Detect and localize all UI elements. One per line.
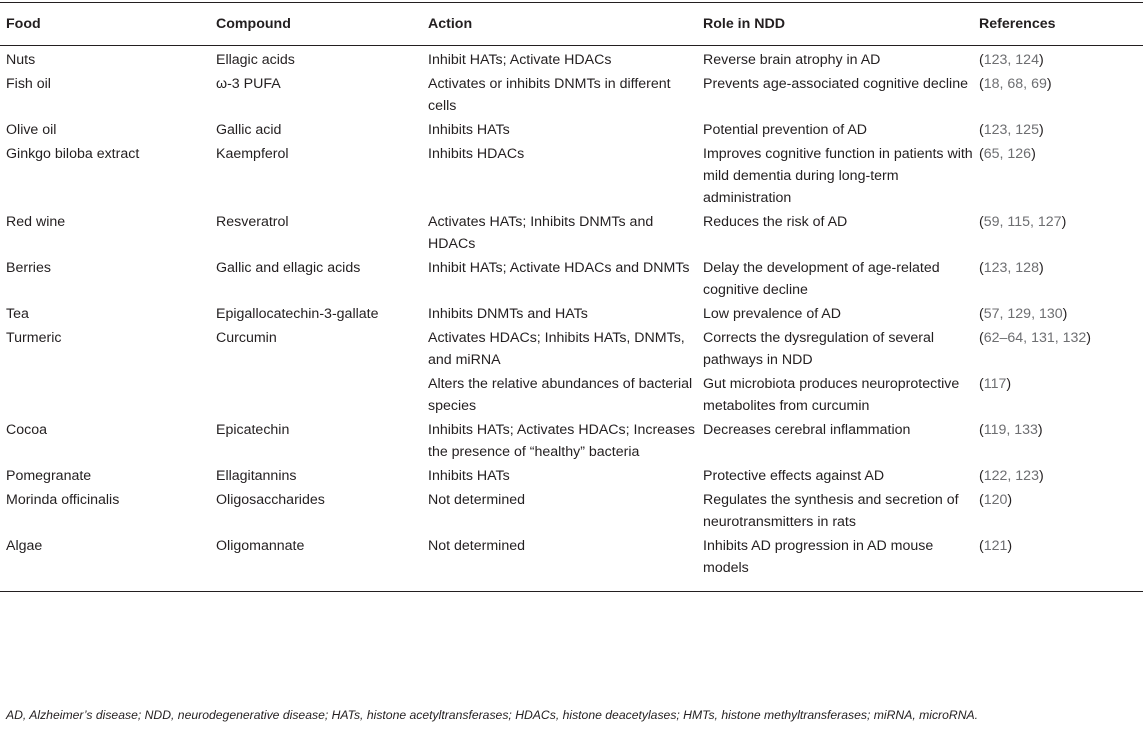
table-row: [0, 325, 1143, 371]
cell-role: Improves cognitive function in patients with mild dementia during long-term administration: [703, 146, 973, 206]
ref-close-paren: ): [1006, 376, 1012, 392]
cell-action: Inhibits DNMTs and HATs: [428, 306, 588, 322]
reference-numbers[interactable]: 65, 126: [983, 146, 1032, 162]
cell-compound: Epigallocatechin-3-gallate: [216, 306, 379, 322]
cell-food: Cocoa: [6, 422, 48, 438]
cell-references: [973, 371, 1143, 417]
cell-compound: Kaempferol: [216, 146, 289, 162]
cell-role: Reduces the risk of AD: [703, 214, 848, 230]
cell-compound: Gallic acid: [216, 122, 282, 138]
table-row: [0, 141, 1143, 209]
header-compound: Compound: [216, 16, 291, 32]
reference-numbers[interactable]: 57, 129, 130: [983, 306, 1063, 322]
table-row: [0, 417, 1143, 463]
ref-close-paren: ): [1038, 468, 1044, 484]
cell-compound: ω-3 PUFA: [216, 76, 281, 92]
cell-food: Fish oil: [6, 76, 51, 92]
cell-role: Low prevalence of AD: [703, 306, 842, 322]
cell-role: Corrects the dysregulation of several pathways in NDD: [703, 330, 935, 368]
ref-close-paren: ): [1037, 422, 1043, 438]
cell-compound: Epicatechin: [216, 422, 290, 438]
cell-food: Ginkgo biloba extract: [6, 146, 140, 162]
cell-role: Protective effects against AD: [703, 468, 885, 484]
table-header: [0, 3, 1143, 46]
cell-action: Activates HATs; Inhibits DNMTs and HDACs: [428, 214, 654, 252]
table-row: [0, 371, 1143, 417]
cell-references: [973, 463, 1143, 487]
ref-close-paren: ): [1046, 76, 1052, 92]
ref-close-paren: ): [1031, 146, 1036, 162]
ref-close-paren: ): [1038, 122, 1044, 138]
cell-action: Activates or inhibits DNMTs in different cells: [428, 76, 671, 114]
ref-close-paren: ): [1062, 306, 1068, 322]
cell-compound: Gallic and ellagic acids: [216, 260, 361, 276]
cell-role: Decreases cerebral inflammation: [703, 422, 911, 438]
cell-action: Inhibit HATs; Activate HDACs: [428, 52, 612, 68]
cell-compound: Ellagitannins: [216, 468, 297, 484]
ref-open-paren: (: [979, 146, 984, 162]
cell-role: Regulates the synthesis and secretion of neurotransmitters in rats: [703, 492, 959, 530]
reference-numbers[interactable]: 123, 128: [983, 260, 1039, 276]
cell-references: [973, 487, 1143, 533]
data-table: [0, 2, 1143, 592]
reference-numbers[interactable]: 62–64, 131, 132: [983, 330, 1087, 346]
cell-references: [973, 301, 1143, 325]
ref-open-paren: (: [979, 492, 984, 508]
cell-action: Inhibits HATs: [428, 122, 510, 138]
table-row: [0, 463, 1143, 487]
ref-close-paren: ): [1007, 538, 1013, 554]
header-role: Role in NDD: [703, 16, 785, 32]
cell-references: [973, 117, 1143, 141]
cell-compound: Resveratrol: [216, 214, 289, 230]
cell-role: Delay the development of age-related cognitive decline: [703, 260, 940, 298]
ref-open-paren: (: [979, 376, 984, 392]
ref-open-paren: (: [979, 330, 984, 346]
ref-open-paren: (: [979, 538, 984, 554]
cell-references: [973, 255, 1143, 301]
cell-role: Prevents age-associated cognitive decline: [703, 76, 968, 92]
reference-numbers[interactable]: 59, 115, 127: [983, 214, 1062, 230]
table-row: [0, 487, 1143, 533]
ref-open-paren: (: [979, 52, 984, 68]
cell-role: Reverse brain atrophy in AD: [703, 52, 881, 68]
table-row: [0, 117, 1143, 141]
reference-numbers[interactable]: 120: [983, 492, 1008, 508]
cell-action: Not determined: [428, 538, 525, 554]
cell-food: Nuts: [6, 52, 36, 68]
ref-open-paren: (: [979, 468, 984, 484]
reference-numbers[interactable]: 119, 133: [983, 422, 1038, 438]
cell-action: Inhibits HDACs: [428, 146, 525, 162]
cell-role: Potential prevention of AD: [703, 122, 868, 138]
cell-role: Gut microbiota produces neuroprotective metabolites from curcumin: [703, 376, 960, 414]
ref-open-paren: (: [979, 306, 984, 322]
ref-open-paren: (: [979, 214, 984, 230]
table-body: [0, 46, 1143, 592]
table-row: [0, 46, 1143, 72]
cell-food: [0, 371, 210, 417]
cell-food: Turmeric: [6, 330, 62, 346]
header-action: Action: [428, 16, 473, 32]
cell-role: Inhibits AD progression in AD mouse models: [703, 538, 934, 576]
cell-references: [973, 46, 1143, 72]
cell-action: Inhibits HATs: [428, 468, 510, 484]
cell-food: Berries: [6, 260, 51, 276]
cell-compound: Oligosaccharides: [216, 492, 325, 508]
ref-open-paren: (: [979, 122, 984, 138]
reference-numbers[interactable]: 123, 125: [983, 122, 1039, 138]
cell-food: Tea: [6, 306, 29, 322]
header-food: Food: [6, 16, 41, 32]
ref-close-paren: ): [1086, 330, 1092, 346]
cell-food: Morinda officinalis: [6, 492, 120, 508]
table-row: [0, 533, 1143, 592]
cell-references: [973, 209, 1143, 255]
table-row: [0, 301, 1143, 325]
ref-open-paren: (: [979, 422, 984, 438]
cell-action: Not determined: [428, 492, 525, 508]
table-row: [0, 255, 1143, 301]
cell-action: Inhibit HATs; Activate HDACs and DNMTs: [428, 260, 690, 276]
table-footnote: AD, Alzheimer’s disease; NDD, neurodegenerative disease; HATs, histone acetyltransferases; HDACs, histone deacetylases; HMTs, histone methyltransferases; miRNA, microRNA.: [6, 708, 979, 722]
ref-close-paren: ): [1007, 492, 1013, 508]
cell-food: Red wine: [6, 214, 66, 230]
reference-numbers[interactable]: 123, 124: [983, 52, 1039, 68]
cell-food: Olive oil: [6, 122, 57, 138]
reference-numbers[interactable]: 117: [983, 376, 1007, 392]
cell-references: [973, 141, 1143, 209]
reference-numbers[interactable]: 121: [983, 538, 1008, 554]
ref-open-paren: (: [979, 260, 984, 276]
cell-food: Pomegranate: [6, 468, 92, 484]
table-row: [0, 71, 1143, 117]
table-row: [0, 209, 1143, 255]
cell-references: [973, 417, 1143, 463]
ref-close-paren: ): [1038, 52, 1044, 68]
cell-references: [973, 71, 1143, 117]
cell-compound: Oligomannate: [216, 538, 305, 554]
cell-compound: Curcumin: [216, 330, 277, 346]
cell-references: [973, 533, 1143, 592]
cell-compound: [210, 371, 422, 417]
cell-compound: Ellagic acids: [216, 52, 295, 68]
ref-close-paren: ): [1061, 214, 1067, 230]
ref-close-paren: ): [1038, 260, 1044, 276]
cell-references: [973, 325, 1143, 371]
cell-action: Inhibits HATs; Activates HDACs; Increases the presence of “healthy” bacteria: [428, 422, 696, 460]
reference-numbers[interactable]: 122, 123: [983, 468, 1039, 484]
cell-action: Alters the relative abundances of bacterial species: [428, 376, 693, 414]
cell-food: Algae: [6, 538, 43, 554]
ref-open-paren: (: [979, 76, 984, 92]
header-references: References: [979, 16, 1056, 32]
reference-numbers[interactable]: 18, 68, 69: [983, 76, 1047, 92]
cell-action: Activates HDACs; Inhibits HATs, DNMTs, and miRNA: [428, 330, 685, 368]
